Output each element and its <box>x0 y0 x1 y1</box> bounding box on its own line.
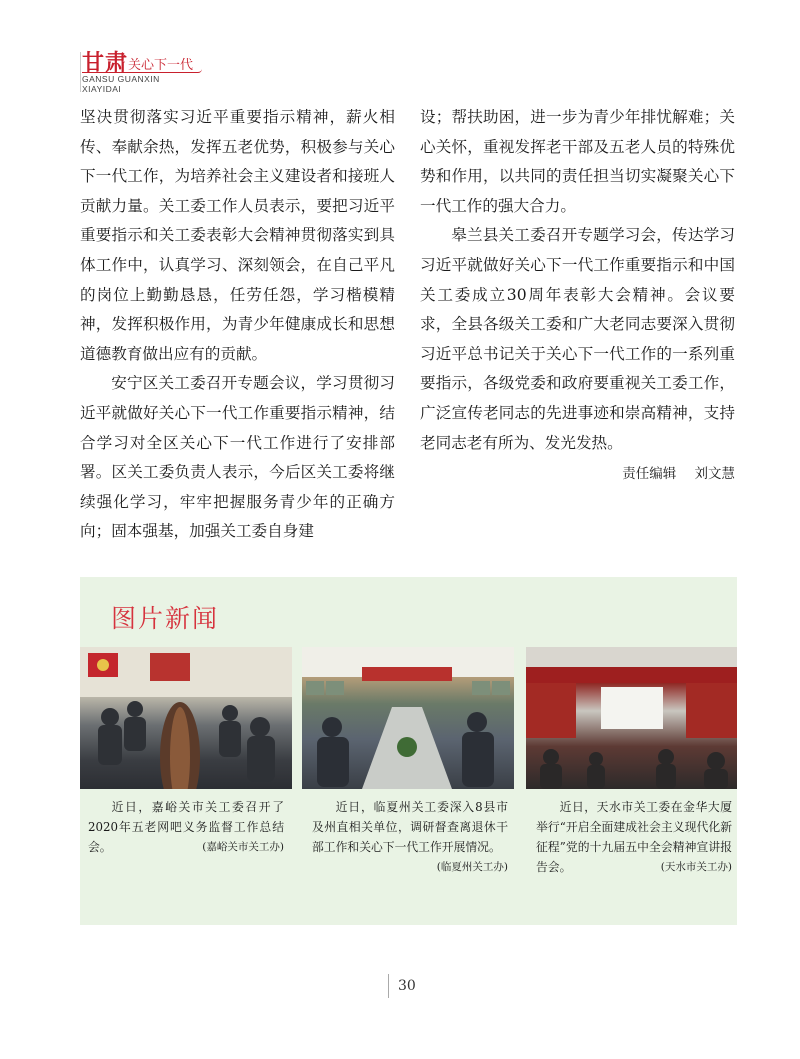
photo-news-section <box>80 577 737 925</box>
paragraph: 坚决贯彻落实习近平重要指示精神，薪火相传、奉献余热，发挥五老优势，积极参与关心下一代工作，为培养社会主义建设者和接班人贡献力量。关工委工作人员表示，要把习近平重要指示和关工委表彰大会精神贯彻落实到具体工作中，认真学习、深刻领会，在自己平凡的岗位上勤勤恳恳，任劳任怨，学习楷模精神，发挥积极作用，为青少年健康成长和思想道德教育做出应有的贡献。 <box>80 108 395 363</box>
photo-illustration <box>302 647 514 789</box>
photo-illustration <box>526 647 737 789</box>
editor-credit <box>420 460 735 488</box>
caption-text: 近日，嘉峪关市关工委召开了2020年五老网吧义务监督工作总结会。 <box>88 800 284 854</box>
page-number: 30 <box>398 978 416 994</box>
article-right-column <box>420 103 735 488</box>
caption-source: (临夏州关工办) <box>436 861 508 873</box>
paragraph: 设；帮扶助困，进一步为青少年排忧解难；关心关怀，重视发挥老干部及五老人员的特殊优势和作用，以共同的责任担当切实凝聚关心下一代工作的强大合力。 <box>420 108 735 215</box>
editor-name: 刘文慧 <box>694 466 735 483</box>
footer-divider <box>388 974 389 998</box>
brand-english <box>82 74 160 94</box>
photo-illustration <box>80 647 292 789</box>
brand-title: 甘肃 <box>82 50 129 76</box>
caption-source: (天水市关工办) <box>660 861 732 873</box>
article-left-column <box>80 103 395 547</box>
editor-label: 责任编辑 <box>622 466 677 483</box>
paragraph: 皋兰县关工委召开专题学习会，传达学习习近平就做好关心下一代工作重要指示和中国关工委成立30周年表彰大会精神。会议要求，全县各级关工委和广大老同志要深入贯彻习近平总书记关于关心下一代工作的一系列重要指示，各级党委和政府要重视关工委工作，广泛宣传老同志的先进事迹和崇高精神，支持老同志老有所为、发光发热。 <box>420 226 735 452</box>
photo-meeting-jiayuguan <box>80 647 292 789</box>
brand-english-line-1: GANSU GUANXIN <box>82 74 160 84</box>
photo-caption-2 <box>312 797 508 877</box>
photo-meeting-linxia <box>302 647 514 789</box>
caption-source: (嘉峪关市关工办) <box>202 841 284 853</box>
brand-english-line-2: XIAYIDAI <box>82 84 122 94</box>
header-divider <box>80 52 81 92</box>
photo-caption-1 <box>88 797 284 857</box>
brand-subtitle: 关心下一代 <box>128 58 194 73</box>
logo-swoosh-icon <box>82 69 202 73</box>
masthead-logo <box>82 46 222 96</box>
caption-text: 近日，临夏州关工委深入8县市及州直相关单位，调研督查离退休干部工作和关心下一代工作开展情况。 <box>312 800 508 854</box>
caption-text: 近日，天水市关工委在金华大厦举行“开启全面建成社会主义现代化新征程”党的十九届五中全会精神宣讲报告会。 <box>536 800 732 874</box>
photo-caption-3 <box>536 797 732 877</box>
paragraph: 安宁区关工委召开专题会议，学习贯彻习近平就做好关心下一代工作重要指示精神，结合学习对全区关心下一代工作进行了安排部署。区关工委负责人表示，今后区关工委将继续强化学习，牢牢把握服务青少年的正确方向；固本强基，加强关工委自身建 <box>80 374 395 541</box>
photo-lecture-tianshui <box>526 647 737 789</box>
photo-news-title: 图片新闻 <box>111 604 220 633</box>
